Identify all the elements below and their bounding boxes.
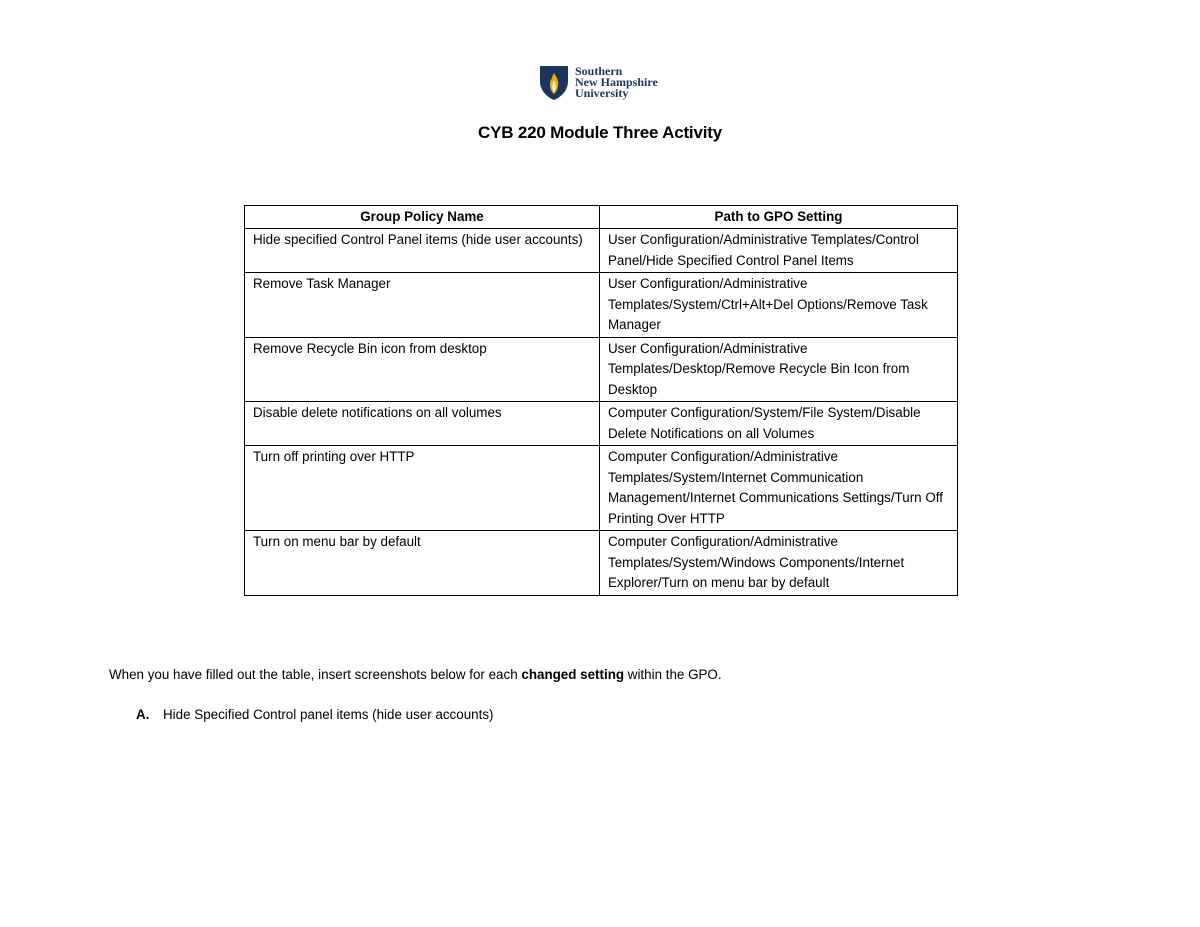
- page-title: CYB 220 Module Three Activity: [478, 123, 722, 142]
- gpo-path-cell: Computer Configuration/System/File System/Disable Delete Notifications on all Volumes: [600, 402, 958, 446]
- policy-name-cell: Hide specified Control Panel items (hide user accounts): [245, 229, 600, 273]
- table-row: [245, 531, 958, 596]
- instruction-paragraph: [109, 665, 722, 685]
- gpo-path-cell: Computer Configuration/Administrative Templates/System/Internet Communication Management/Internet Communications Settings/Turn Off Printing Over HTTP: [600, 446, 958, 531]
- policy-name-cell: Remove Task Manager: [245, 273, 600, 338]
- instruction-text-after: within the GPO.: [624, 667, 722, 682]
- gpo-path-cell: Computer Configuration/Administrative Templates/System/Windows Components/Internet Explorer/Turn on menu bar by default: [600, 531, 958, 596]
- policy-name-cell: Turn off printing over HTTP: [245, 446, 600, 531]
- logo-wordmark: [575, 66, 658, 99]
- instruction-emphasis: changed setting: [521, 667, 625, 682]
- table-row: [245, 402, 958, 446]
- policy-name-cell: Turn on menu bar by default: [245, 531, 600, 596]
- logo-line-2: New Hampshire: [575, 75, 658, 89]
- table-row: [245, 337, 958, 402]
- table-header-row: [245, 206, 958, 229]
- list-item-text: Hide Specified Control panel items (hide user accounts): [163, 707, 494, 722]
- gpo-path-cell: User Configuration/Administrative Templates/System/Ctrl+Alt+Del Options/Remove Task Manager: [600, 273, 958, 338]
- table-row: [245, 229, 958, 273]
- logo-line-1: Southern: [575, 64, 623, 78]
- column-header-gpo-path: Path to GPO Setting: [600, 206, 958, 229]
- university-logo: [539, 65, 658, 101]
- gpo-table: [244, 205, 958, 596]
- table-row: [245, 446, 958, 531]
- gpo-path-cell: User Configuration/Administrative Templates/Desktop/Remove Recycle Bin Icon from Desktop: [600, 337, 958, 402]
- list-marker: A.: [136, 707, 150, 722]
- logo-line-3: University: [575, 86, 629, 100]
- column-header-policy-name: Group Policy Name: [245, 206, 600, 229]
- list-item: [136, 705, 493, 725]
- gpo-path-cell: User Configuration/Administrative Templates/Control Panel/Hide Specified Control Panel Items: [600, 229, 958, 273]
- policy-name-cell: Disable delete notifications on all volumes: [245, 402, 600, 446]
- instruction-text-before: When you have filled out the table, insert screenshots below for each: [109, 667, 522, 682]
- policy-name-cell: Remove Recycle Bin icon from desktop: [245, 337, 600, 402]
- shield-flame-icon: [539, 65, 569, 101]
- table-row: [245, 273, 958, 338]
